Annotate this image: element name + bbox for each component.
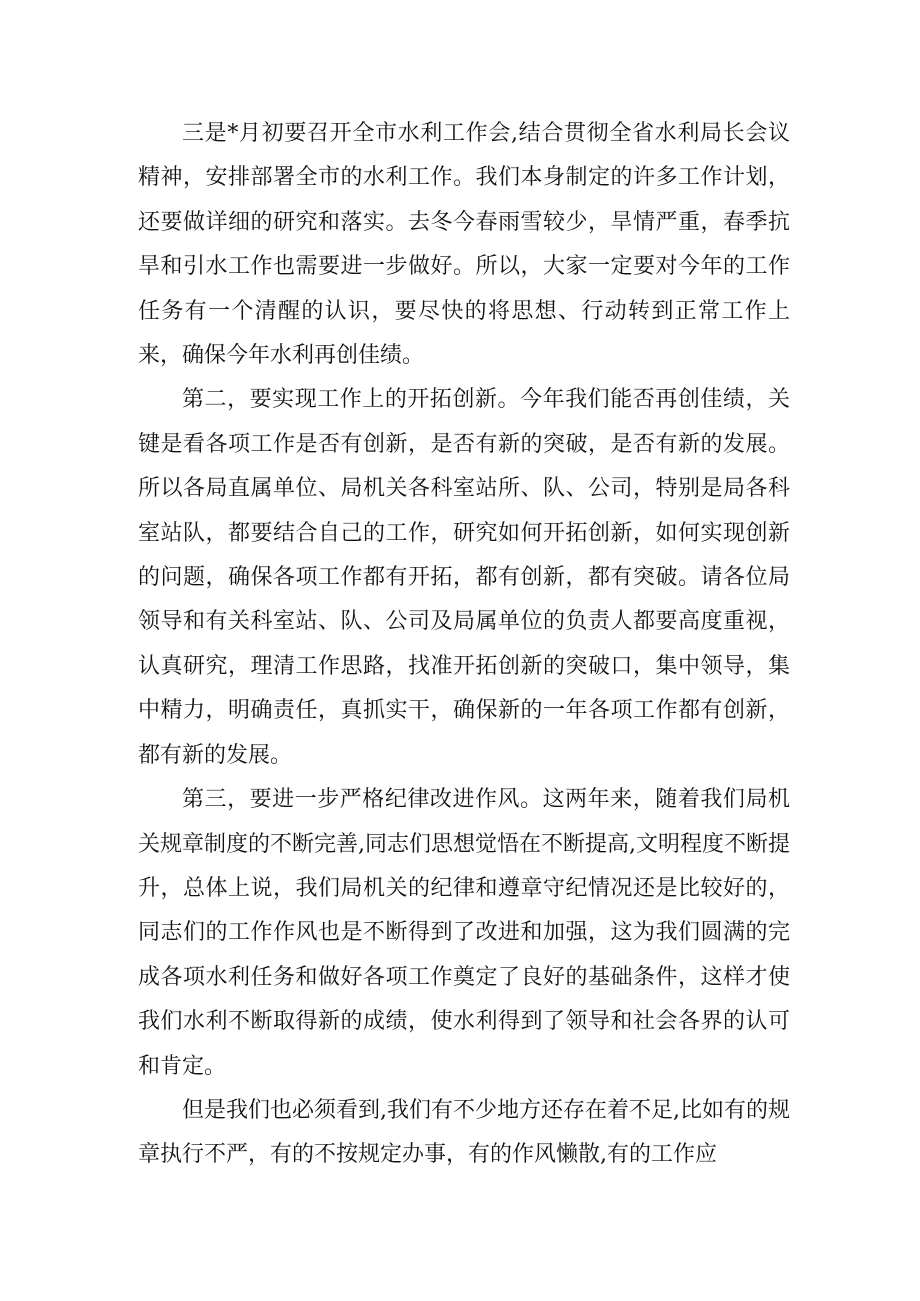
paragraph-discipline: 第三，要进一步严格纪律改进作风。这两年来，随着我们局机关规章制度的不断完善,同志们思想觉悟在不断提高,文明程度不断提升，总体上说，我们局机关的纪律和遵章守纪情况还是比较好的，同志们的工作作风也是不断得到了改进和加强，这为我们圆满的完成各项水利任务和做好各项工作奠定了良好的基础条件，这样才使我们水利不断取得新的成绩，使水利得到了领导和社会各界的认可和肯定。: [138, 787, 790, 1079]
paragraph-innovation: 第二，要实现工作上的开拓创新。今年我们能否再创佳绩，关键是看各项工作是否有创新，是否有新的突破，是否有新的发展。所以各局直属单位、局机关各科室站所、队、公司，特别是局各科室站队，都要结合自己的工作，研究如何开拓创新，如何实现创新的问题，确保各项工作都有开拓，都有创新，都有突破。请各位局领导和有关科室站、队、公司及局属单位的负责人都要高度重视，认真研究，理清工作思路，找准开拓创新的突破口，集中领导，集中精力，明确责任，真抓实干，确保新的一年各项工作都有创新，都有新的发展。: [138, 387, 790, 768]
paragraph-shortcomings: 但是我们也必须看到,我们有不少地方还存在着不足,比如有的规章执行不严，有的不按规定办事，有的作风懒散,有的工作应: [138, 1097, 790, 1168]
paragraph-water-conference: 三是*月初要召开全市水利工作会,结合贯彻全省水利局长会议精神，安排部署全市的水利工作。我们本身制定的许多工作计划，还要做详细的研究和落实。去冬今春雨雪较少，旱情严重，春季抗旱和引水工作也需要进一步做好。所以，大家一定要对今年的工作任务有一个清醒的认识，要尽快的将思想、行动转到正常工作上来，确保今年水利再创佳绩。: [138, 121, 790, 369]
document-body: [138, 112, 790, 1178]
